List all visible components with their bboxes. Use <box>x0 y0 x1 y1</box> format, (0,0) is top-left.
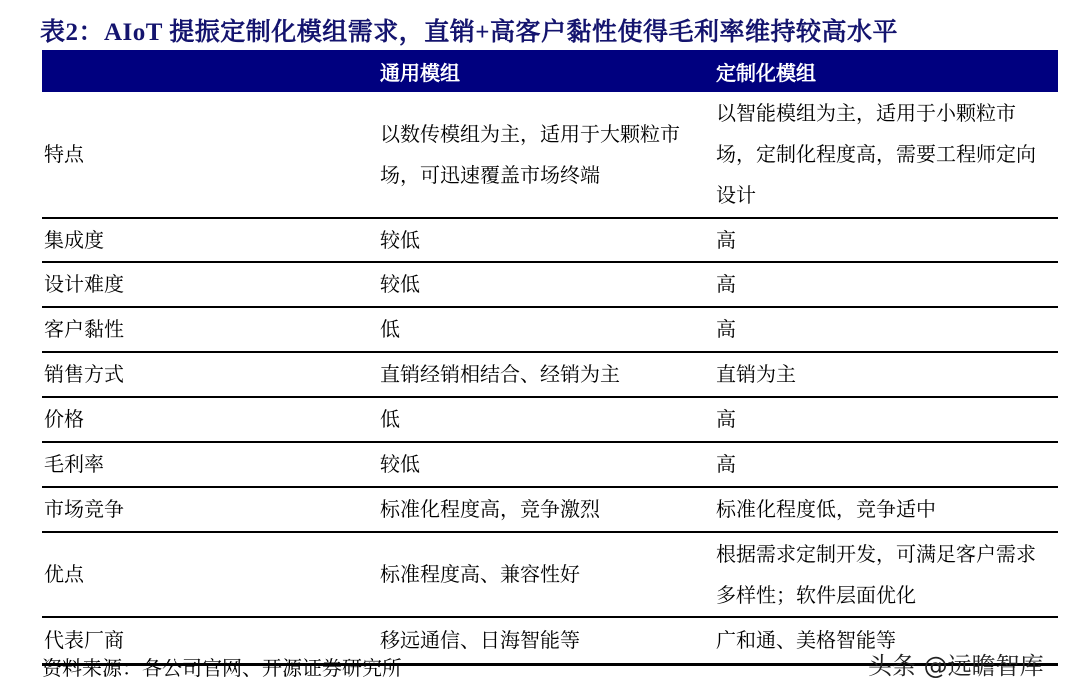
comparison-table <box>42 50 1058 666</box>
general-module-cell: 移远通信、日海智能等 <box>380 617 716 665</box>
custom-module-cell: 根据需求定制开发，可满足客户需求多样性；软件层面优化 <box>716 532 1058 617</box>
custom-module-cell: 高 <box>716 218 1058 262</box>
row-label: 市场竞争 <box>42 487 380 532</box>
row-label: 客户黏性 <box>42 307 380 352</box>
row-label: 优点 <box>42 532 380 617</box>
table-title: 表2：AIoT 提振定制化模组需求，直销+高客户黏性使得毛利率维持较高水平 <box>40 19 899 46</box>
table-row <box>42 262 1058 307</box>
row-label: 设计难度 <box>42 262 380 307</box>
general-module-cell: 较低 <box>380 442 716 487</box>
table-row <box>42 442 1058 487</box>
table-row <box>42 307 1058 352</box>
table-row <box>42 218 1058 262</box>
general-module-cell: 较低 <box>380 262 716 307</box>
custom-module-cell: 以智能模组为主，适用于小颗粒市场，定制化程度高，需要工程师定向设计 <box>716 92 1058 218</box>
row-label: 特点 <box>42 92 380 218</box>
row-label: 销售方式 <box>42 352 380 397</box>
source-note: 资料来源：各公司官网、开源证券研究所 <box>42 656 402 680</box>
table-row <box>42 397 1058 442</box>
table-row <box>42 352 1058 397</box>
row-label: 代表厂商 <box>42 617 380 665</box>
custom-module-cell: 高 <box>716 307 1058 352</box>
custom-module-cell: 高 <box>716 262 1058 307</box>
table-row <box>42 92 1058 218</box>
general-module-cell: 标准化程度高，竞争激烈 <box>380 487 716 532</box>
general-module-cell: 以数传模组为主，适用于大颗粒市场，可迅速覆盖市场终端 <box>380 92 716 218</box>
custom-module-cell: 直销为主 <box>716 352 1058 397</box>
row-label: 价格 <box>42 397 380 442</box>
custom-module-cell: 高 <box>716 442 1058 487</box>
general-module-cell: 低 <box>380 397 716 442</box>
general-module-cell: 低 <box>380 307 716 352</box>
general-module-cell: 直销经销相结合、经销为主 <box>380 352 716 397</box>
general-module-cell: 标准程度高、兼容性好 <box>380 532 716 617</box>
header-custom-module: 定制化模组 <box>716 50 1058 92</box>
custom-module-cell: 高 <box>716 397 1058 442</box>
general-module-cell: 较低 <box>380 218 716 262</box>
custom-module-cell: 标准化程度低，竞争适中 <box>716 487 1058 532</box>
table-header-row <box>42 50 1058 92</box>
table-row <box>42 532 1058 617</box>
header-blank <box>42 50 380 92</box>
row-label: 毛利率 <box>42 442 380 487</box>
header-general-module: 通用模组 <box>380 50 716 92</box>
watermark: 头条 @远瞻智库 <box>868 652 1044 680</box>
row-label: 集成度 <box>42 218 380 262</box>
table-row <box>42 487 1058 532</box>
custom-module-cell: 广和通、美格智能等 <box>716 617 1058 665</box>
